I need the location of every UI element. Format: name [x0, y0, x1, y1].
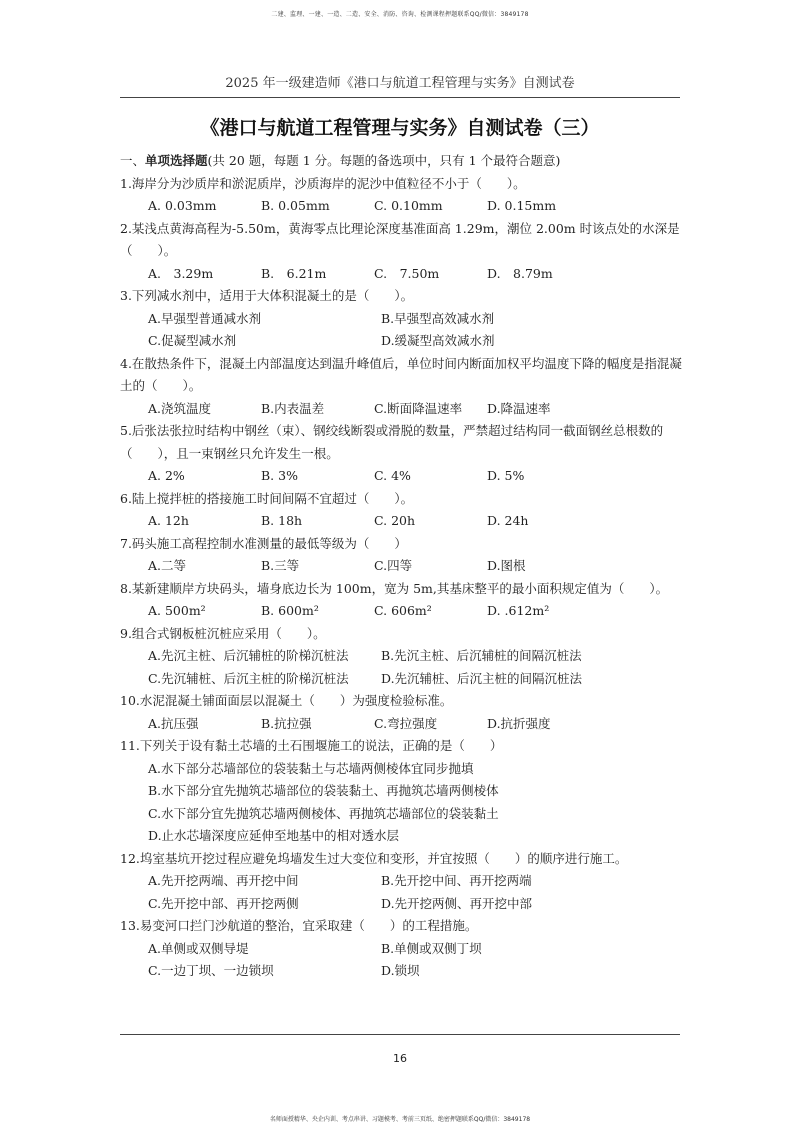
option: A. 2% — [148, 468, 185, 483]
options-12b — [120, 893, 690, 916]
question-9: 9.组合式钢板桩沉桩应采用（ ）。 — [120, 625, 326, 641]
question-13: 13.易变河口拦门沙航道的整治，宜采取建（ ）的工程措施。 — [120, 918, 478, 933]
question-3: 3.下列减水剂中，适用于大体积混凝土的是（ ）。 — [120, 288, 414, 303]
option: C. 0.10mm — [374, 198, 443, 213]
options-13a — [120, 938, 690, 961]
question-7: 7.码头施工高程控制水准测量的最低等级为（ ） — [120, 535, 407, 551]
options-5 — [120, 465, 690, 488]
option: C.弯拉强度 — [374, 715, 438, 731]
option: B.先沉主桩、后沉辅桩的间隔沉桩法 — [381, 648, 582, 663]
option: B. 0.05mm — [261, 198, 330, 213]
question-8: 8.某新建顺岸方块码头，墙身底边长为 100m，宽为 5m,其基床整平的最小面积规定值为（ ）。 — [120, 580, 669, 596]
options-10 — [120, 713, 690, 736]
options-1 — [120, 195, 690, 218]
option: D.图根 — [487, 558, 526, 573]
options-8 — [120, 600, 690, 623]
option: D.降温速率 — [487, 400, 551, 416]
section-prefix: 一、 — [120, 153, 146, 168]
option: A.先沉主桩、后沉辅桩的阶梯沉桩法 — [148, 648, 349, 663]
option: C. 7.50m — [374, 265, 440, 281]
option: D.止水芯墙深度应延伸至地基中的相对透水层 — [148, 828, 400, 843]
option: C.先开挖中部、再开挖两侧 — [148, 895, 299, 911]
option: C. 606m² — [374, 603, 432, 618]
option: D.缓凝型高效减水剂 — [381, 333, 495, 348]
option: C. 20h — [374, 513, 416, 528]
option: D. 5% — [487, 468, 525, 483]
option: D. 0.15mm — [487, 198, 557, 213]
option: D. .612m² — [487, 603, 550, 618]
options-3b — [120, 330, 690, 353]
footer-divider — [120, 1034, 680, 1035]
option: B.内表温差 — [261, 400, 325, 416]
page-title: 《港口与航道工程管理与实务》自测试卷（三） — [200, 117, 600, 139]
question-10: 10.水泥混凝土铺面面层以混凝土（ ）为强度检验标准。 — [120, 693, 453, 708]
option: A. 3.29m — [148, 265, 214, 281]
option: A.二等 — [148, 558, 187, 573]
bottom-watermark-note: 名师面授精华、央企内训、考点串讲、习题模考、考前三页纸、绝密押题联系QQ/微信：3849178 — [269, 1116, 531, 1123]
option: A. 500m² — [148, 603, 206, 618]
option: A.早强型普通减水剂 — [148, 310, 262, 326]
running-header: 2025 年一级建造师《港口与航道工程管理与实务》自测试卷 — [225, 76, 575, 91]
option: A.浇筑温度 — [148, 400, 212, 416]
option: B.三等 — [261, 558, 300, 573]
section-heading — [120, 150, 690, 173]
question-12: 12.坞室基坑开挖过程应避免坞墙发生过大变位和变形，并宜按照（ ）的顺序进行施工。 — [120, 850, 628, 866]
option: A.抗压强 — [148, 715, 199, 731]
option: A. 0.03mm — [148, 198, 217, 213]
question-2: 2.某浅点黄海高程为-5.50m，黄海零点比理论深度基准面高 1.29m，潮位 2.00m 时该点处的水深是（ ）。 — [120, 220, 680, 258]
option: D.锁坝 — [381, 963, 420, 978]
option: C.促凝型减水剂 — [148, 333, 237, 348]
question-4: 4.在散热条件下，混凝土内部温度达到温升峰值后，单位时间内断面加权平均温度下降的幅度是指混凝土的（ ）。 — [120, 355, 682, 393]
option: B. 3% — [261, 468, 298, 483]
options-7 — [120, 555, 690, 578]
option: B.抗拉强 — [261, 715, 312, 731]
option: A.水下部分芯墙部位的袋装黏土与芯墙两侧棱体宜同步抛填 — [148, 760, 474, 776]
options-13b — [120, 960, 690, 983]
option: A.单侧或双侧导堤 — [148, 940, 249, 956]
option: C.四等 — [374, 558, 413, 573]
option: D. 24h — [487, 513, 529, 528]
options-9b — [120, 668, 690, 691]
option: B. 18h — [261, 513, 303, 528]
option: C.先沉辅桩、后沉主桩的阶梯沉桩法 — [148, 670, 349, 686]
options-9a — [120, 645, 690, 668]
options-6 — [120, 510, 690, 533]
options-4 — [120, 398, 690, 421]
option: B.先开挖中间、再开挖两端 — [381, 873, 532, 888]
option: D. 8.79m — [487, 265, 553, 281]
question-6: 6.陆上搅拌桩的搭接施工时间间隔不宜超过（ ）。 — [120, 490, 414, 506]
options-12a — [120, 870, 690, 893]
section-description: (共 20 题，每题 1 分。每题的备选项中，只有 1 个最符合题意) — [207, 153, 561, 168]
options-2 — [120, 263, 690, 286]
option: B.单侧或双侧丁坝 — [381, 940, 482, 956]
question-5: 5.后张法张拉时结构中钢丝（束）、钢绞线断裂或滑脱的数量，严禁超过结构同一截面钢丝总根数的（ ），且一束钢丝只允许发生一根。 — [120, 423, 664, 461]
options-11 — [120, 758, 690, 848]
options-3a — [120, 308, 690, 331]
option: A. 12h — [148, 513, 189, 528]
option: C.一边丁坝、一边锁坝 — [148, 963, 274, 978]
section-name: 单项选择题 — [145, 153, 208, 168]
exam-body — [120, 150, 690, 983]
option: B. 600m² — [261, 603, 319, 618]
option: D.先沉辅桩、后沉主桩的间隔沉桩法 — [381, 670, 583, 686]
option: A.先开挖两端、再开挖中间 — [148, 873, 299, 888]
question-11: 11.下列关于设有黏土芯墙的土石围堰施工的说法，正确的是（ ） — [120, 738, 503, 753]
header-divider — [120, 97, 680, 98]
option: C.断面降温速率 — [374, 400, 463, 416]
option: C.水下部分宜先抛筑芯墙两侧棱体、再抛筑芯墙部位的袋装黏土 — [148, 805, 499, 821]
question-1: 1.海岸分为沙质岸和淤泥质岸，沙质海岸的泥沙中值粒径不小于（ ）。 — [120, 175, 526, 191]
option: B. 6.21m — [261, 265, 327, 281]
top-watermark-note: 二建、监理、一建、一造、二造、安全、消防、咨询、检测课程押题联系QQ/微信：3849178 — [271, 11, 529, 18]
page-number: 16 — [393, 1052, 407, 1065]
option: C. 4% — [374, 468, 411, 483]
option: D.抗折强度 — [487, 715, 551, 731]
option: B.早强型高效减水剂 — [381, 310, 495, 326]
option: B.水下部分宜先抛筑芯墙部位的袋装黏土、再抛筑芯墙两侧棱体 — [148, 783, 499, 798]
option: D.先开挖两侧、再开挖中部 — [381, 895, 533, 911]
